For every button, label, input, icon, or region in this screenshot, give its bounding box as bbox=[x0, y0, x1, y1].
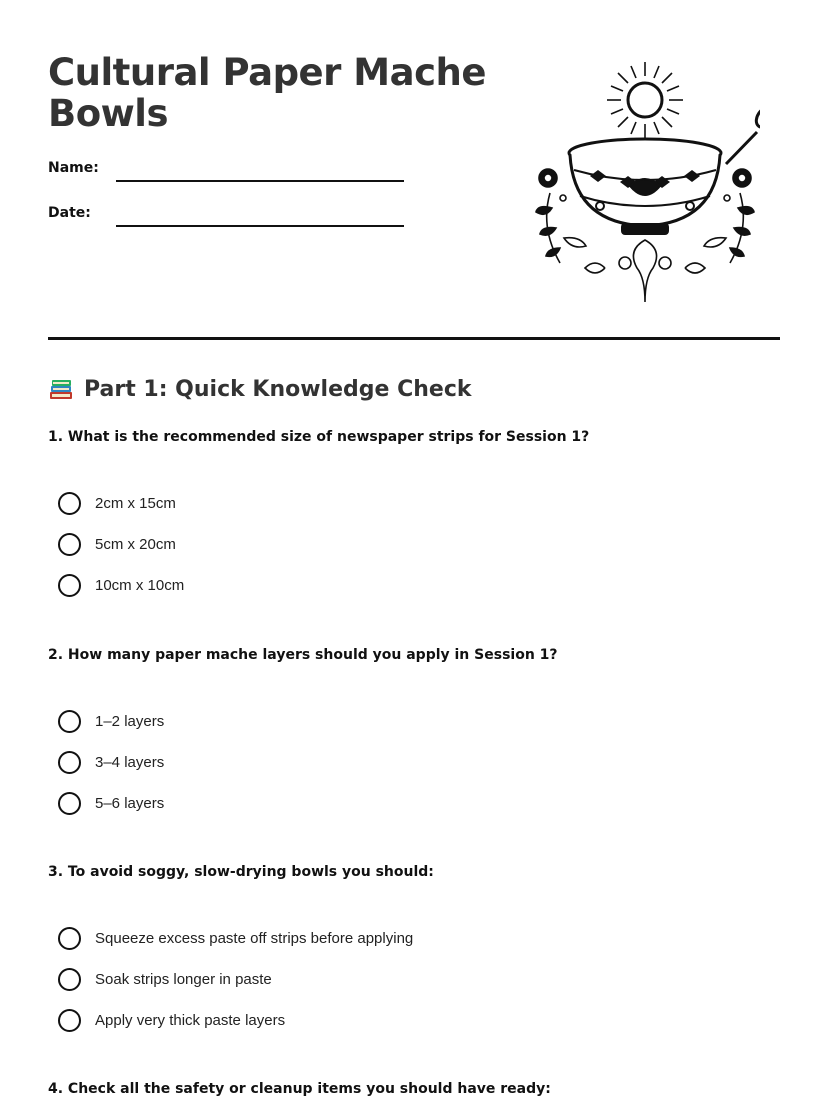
radio-button[interactable] bbox=[58, 968, 81, 991]
option-label: 10cm x 10cm bbox=[95, 576, 185, 594]
q2-option-1[interactable] bbox=[58, 709, 164, 733]
option-label: 5–6 layers bbox=[95, 794, 165, 812]
radio-button[interactable] bbox=[58, 751, 81, 774]
option-label: 3–4 layers bbox=[95, 753, 165, 771]
date-field[interactable] bbox=[48, 205, 408, 229]
option-label: Soak strips longer in paste bbox=[95, 970, 272, 988]
option-label: Apply very thick paste layers bbox=[95, 1011, 286, 1029]
date-line[interactable] bbox=[116, 225, 404, 227]
radio-button[interactable] bbox=[58, 533, 81, 556]
page-title: Cultural Paper Mache Bowls bbox=[48, 51, 486, 135]
question-4: 4. Check all the safety or cleanup items you should have ready: bbox=[48, 1081, 551, 1097]
option-label: Squeeze excess paste off strips before applying bbox=[95, 929, 414, 947]
radio-button[interactable] bbox=[58, 1009, 81, 1032]
bowl-icon bbox=[569, 139, 721, 234]
radio-button[interactable] bbox=[58, 492, 81, 515]
sun-icon bbox=[607, 62, 683, 138]
spoon-icon bbox=[726, 102, 760, 164]
q1-option-1[interactable] bbox=[58, 491, 176, 515]
q1-option-3[interactable] bbox=[58, 573, 184, 597]
bowl-illustration-icon bbox=[530, 58, 760, 308]
option-label: 5cm x 20cm bbox=[95, 535, 176, 553]
option-label: 1–2 layers bbox=[95, 712, 165, 730]
name-line[interactable] bbox=[116, 180, 404, 182]
q3-option-3[interactable] bbox=[58, 1008, 285, 1032]
radio-button[interactable] bbox=[58, 792, 81, 815]
radio-button[interactable] bbox=[58, 927, 81, 950]
option-label: 2cm x 15cm bbox=[95, 494, 176, 512]
section-heading bbox=[48, 374, 472, 404]
date-label: Date: bbox=[48, 205, 91, 221]
radio-button[interactable] bbox=[58, 710, 81, 733]
question-2: 2. How many paper mache layers should you apply in Session 1? bbox=[48, 647, 558, 663]
books-icon bbox=[48, 377, 74, 401]
name-label: Name: bbox=[48, 160, 99, 176]
q1-option-2[interactable] bbox=[58, 532, 176, 556]
q3-option-1[interactable] bbox=[58, 926, 413, 950]
q2-option-3[interactable] bbox=[58, 791, 164, 815]
q2-option-2[interactable] bbox=[58, 750, 164, 774]
radio-button[interactable] bbox=[58, 574, 81, 597]
question-1: 1. What is the recommended size of newspaper strips for Session 1? bbox=[48, 429, 590, 445]
question-3: 3. To avoid soggy, slow-drying bowls you should: bbox=[48, 864, 434, 880]
worksheet-header bbox=[48, 0, 780, 340]
name-field[interactable] bbox=[48, 160, 408, 184]
q3-option-2[interactable] bbox=[58, 967, 272, 991]
section-title: Part 1: Quick Knowledge Check bbox=[84, 376, 472, 402]
header-divider bbox=[48, 337, 780, 340]
